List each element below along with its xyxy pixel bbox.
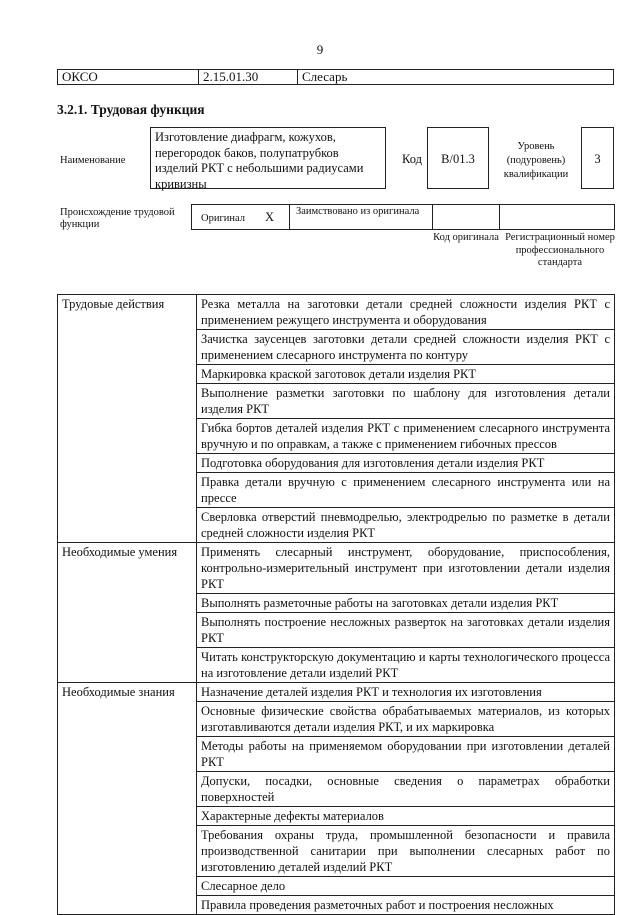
okso-label: ОКСО: [58, 70, 199, 85]
row-item: Маркировка краской заготовок детали изделия РКТ: [197, 365, 615, 384]
row-item: Назначение деталей изделия РКТ и технология их изготовления: [197, 683, 615, 702]
original-label: Оригинал: [201, 213, 245, 224]
row-item: Резка металла на заготовки детали средней сложности изделия РКТ с применением режущего инструмента и оборудования: [197, 295, 615, 330]
level-value: 3: [581, 127, 614, 189]
function-code: В/01.3: [427, 127, 489, 189]
table-row: [58, 683, 615, 702]
function-name: Изготовление диафрагм, кожухов, перегородок баков, полупатрубков изделий РКТ с небольшими радиусами кривизны: [150, 127, 386, 189]
row-item: Методы работы на применяемом оборудовании при изготовлении деталей РКТ: [197, 737, 615, 772]
okso-name: Слесарь: [298, 70, 614, 85]
divider: [499, 205, 500, 229]
row-item: Правка детали вручную с применением слесарного инструмента или на прессе: [197, 473, 615, 508]
divider: [289, 205, 290, 229]
row-item: Сверловка отверстий пневмодрелью, электродрелью по разметке в детали средней сложности изделия РКТ: [197, 508, 615, 543]
row-item: Основные физические свойства обрабатываемых материалов, из которых изготавливаются детали изделия РКТ, и их маркировка: [197, 702, 615, 737]
row-item: Подготовка оборудования для изготовления детали изделия РКТ: [197, 454, 615, 473]
okso-table: [57, 69, 614, 85]
row-item: Допуски, посадки, основные сведения о параметрах обработки поверхностей: [197, 772, 615, 807]
borrowed-label: Заимствовано из оригинала: [296, 206, 420, 217]
row-item: Характерные дефекты материалов: [197, 807, 615, 826]
name-label: Наименование: [60, 155, 126, 166]
row-item: Выполнение разметки заготовки по шаблону для изготовления детали изделия РКТ: [197, 384, 615, 419]
table-row: [58, 295, 615, 330]
row-category: Необходимые умения: [58, 543, 197, 683]
origin-label: Происхождение трудовой функции: [60, 207, 175, 230]
row-item: Правила проведения разметочных работ и построения несложных: [197, 896, 615, 915]
level-label: Уровень (подуровень) квалификации: [503, 141, 569, 180]
code-caption: Код оригинала: [433, 232, 499, 243]
row-item: Выполнять построение несложных разверток на заготовках детали изделия РКТ: [197, 613, 615, 648]
okso-code: 2.15.01.30: [199, 70, 298, 85]
row-item: Выполнять разметочные работы на заготовках детали изделия РКТ: [197, 594, 615, 613]
code-label: Код: [402, 152, 422, 166]
row-item: Слесарное дело: [197, 877, 615, 896]
section-title: 3.2.1. Трудовая функция: [57, 102, 205, 117]
row-item: Зачистка заусенцев заготовки детали средней сложности изделия РКТ с применением слесарного инструмента по контуру: [197, 330, 615, 365]
page-number: 9: [316, 42, 324, 57]
origin-box: [191, 204, 615, 230]
row-item: Читать конструкторскую документацию и карты технологического процесса на изготовление детали изделий РКТ: [197, 648, 615, 683]
row-item: Гибка бортов деталей изделия РКТ с применением слесарного инструмента вручную и по оправкам, а также с применением гибочных прессов: [197, 419, 615, 454]
row-item: Требования охраны труда, промышленной безопасности и правила производственной санитарии при выполнении слесарных работ по изготовлению деталей изделий РКТ: [197, 826, 615, 877]
original-mark: X: [265, 210, 275, 224]
row-item: Применять слесарный инструмент, оборудование, приспособления, контрольно-измерительный инструмент при изготовлении детали изделия РКТ: [197, 543, 615, 594]
competency-table: [57, 294, 615, 915]
row-category: Необходимые знания: [58, 683, 197, 915]
row-category: Трудовые действия: [58, 295, 197, 543]
divider: [432, 205, 433, 229]
reg-caption: Регистрационный номер профессионального стандарта: [505, 232, 615, 268]
table-row: [58, 543, 615, 594]
